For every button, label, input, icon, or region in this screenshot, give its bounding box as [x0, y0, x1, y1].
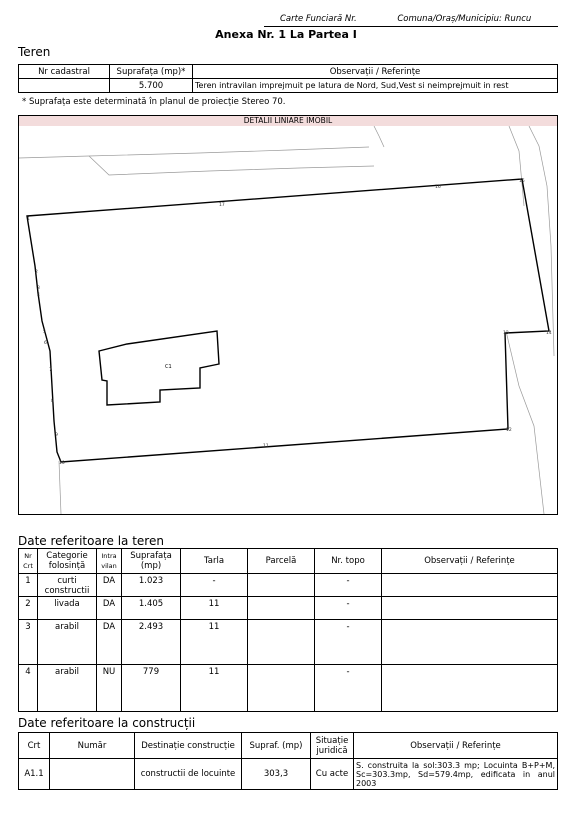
- teren-heading: Teren: [18, 45, 51, 59]
- cell-categorie: arabil: [38, 665, 97, 712]
- th-suprafata: Supraf. (mp): [242, 733, 311, 759]
- cell-nr: 2: [19, 597, 38, 620]
- th-suprafata: Suprafața (mp): [122, 549, 181, 574]
- building-c1: [99, 331, 219, 405]
- cell-topo: -: [315, 597, 382, 620]
- cell-observatii: S. construita la sol:303.3 mp; Locuinta B+P+M, Sc=303.3mp, Sd=579.4mp, edificata in anul 2003: [354, 759, 558, 790]
- th-intravilan: Intra vilan: [97, 549, 122, 574]
- cell-intravilan: DA: [97, 620, 122, 665]
- cell-intravilan: DA: [97, 574, 122, 597]
- cell-tarla: 11: [181, 665, 248, 712]
- point-label: 13: [503, 331, 509, 336]
- point-label: 6: [44, 341, 47, 346]
- projection-note: * Suprafața este determinată în planul de proiecție Stereo 70.: [22, 97, 286, 107]
- nr-cadastral-value: [19, 79, 110, 93]
- cell-parcela: [248, 574, 315, 597]
- cell-nr: 4: [19, 665, 38, 712]
- point-label: 7: [49, 368, 52, 373]
- point-label: 17: [219, 203, 225, 208]
- point-label: 12: [506, 428, 512, 433]
- cell-destinatie: constructii de locuinte: [135, 759, 242, 790]
- cell-suprafata: 779: [122, 665, 181, 712]
- constructii-heading: Date referitoare la construcții: [18, 716, 196, 730]
- cell-nr: 3: [19, 620, 38, 665]
- table-row: [19, 574, 558, 597]
- point-label: 3: [37, 286, 40, 291]
- plan-svg: [19, 126, 557, 514]
- comuna-label: Comuna/Oraș/Municipiu: Runcu: [397, 14, 532, 24]
- cell-topo: -: [315, 574, 382, 597]
- point-label: 14: [546, 331, 552, 336]
- cell-categorie: livada: [38, 597, 97, 620]
- cell-topo: -: [315, 620, 382, 665]
- th-categorie: Categorie folosință: [38, 549, 97, 574]
- point-label: 9: [55, 433, 58, 438]
- col-nr-cadastral: Nr cadastral: [19, 65, 110, 79]
- cell-suprafata: 2.493: [122, 620, 181, 665]
- point-label: 5: [43, 330, 46, 335]
- col-suprafata: Suprafața (mp)*: [110, 65, 193, 79]
- carte-funciara-label: Carte Funciară Nr.: [280, 14, 357, 24]
- cell-parcela: [248, 597, 315, 620]
- th-numar: Număr: [50, 733, 135, 759]
- table-row: [19, 597, 558, 620]
- cell-observatii: [382, 665, 558, 712]
- teren-table: [18, 64, 558, 93]
- cell-nr: 1: [19, 574, 38, 597]
- cell-observatii: [382, 620, 558, 665]
- cell-tarla: 11: [181, 597, 248, 620]
- th-observatii: Observații / Referințe: [382, 549, 558, 574]
- point-label: 16: [435, 185, 441, 190]
- th-destinatie: Destinație construcție: [135, 733, 242, 759]
- parcel-outline: [27, 179, 549, 462]
- cell-tarla: 11: [181, 620, 248, 665]
- th-nr: Nr Crt: [19, 549, 38, 574]
- col-observatii: Observații / Referințe: [193, 65, 558, 79]
- th-topo: Nr. topo: [315, 549, 382, 574]
- cell-crt: A1.1: [19, 759, 50, 790]
- cell-intravilan: NU: [97, 665, 122, 712]
- cell-suprafata: 303,3: [242, 759, 311, 790]
- th-parcela: Parcelă: [248, 549, 315, 574]
- point-label: 1: [27, 217, 30, 222]
- cell-categorie: curti constructii: [38, 574, 97, 597]
- cell-parcela: [248, 620, 315, 665]
- point-label: 11: [263, 444, 269, 449]
- point-label: 15: [519, 179, 525, 184]
- teren-ref-heading: Date referitoare la teren: [18, 534, 164, 548]
- th-observatii: Observații / Referințe: [354, 733, 558, 759]
- point-label: 8: [51, 399, 54, 404]
- table-row: [19, 665, 558, 712]
- suprafata-value: 5.700: [110, 79, 193, 93]
- table-row: [19, 620, 558, 665]
- cell-observatii: [382, 574, 558, 597]
- cell-situatie: Cu acte: [311, 759, 354, 790]
- neighbour-lines: [19, 126, 554, 514]
- cell-observatii: [382, 597, 558, 620]
- cell-tarla: -: [181, 574, 248, 597]
- table-row: [19, 759, 558, 790]
- cell-suprafata: 1.023: [122, 574, 181, 597]
- th-crt: Crt: [19, 733, 50, 759]
- header-info: [280, 14, 531, 24]
- point-label: 4: [37, 293, 40, 298]
- drawing-title: DETALII LINIARE IMOBIL: [19, 116, 557, 126]
- teren-ref-table: [18, 548, 558, 712]
- th-situatie: Situație juridică: [311, 733, 354, 759]
- cell-suprafata: 1.405: [122, 597, 181, 620]
- cell-categorie: arabil: [38, 620, 97, 665]
- cell-intravilan: DA: [97, 597, 122, 620]
- building-label: C1: [165, 364, 172, 370]
- th-tarla: Tarla: [181, 549, 248, 574]
- point-label: 2: [35, 270, 38, 275]
- plan-drawing: [18, 115, 558, 515]
- anexa-title: Anexa Nr. 1 La Partea I: [215, 28, 357, 41]
- constructii-table: [18, 732, 558, 790]
- point-labels: [27, 178, 552, 466]
- point-label: 10: [59, 461, 65, 466]
- header-divider: [264, 26, 558, 27]
- cell-topo: -: [315, 665, 382, 712]
- cell-parcela: [248, 665, 315, 712]
- observatii-value: Teren intravilan imprejmuit pe latura de Nord, Sud,Vest si neimprejmuit in rest: [193, 79, 558, 93]
- cell-numar: [50, 759, 135, 790]
